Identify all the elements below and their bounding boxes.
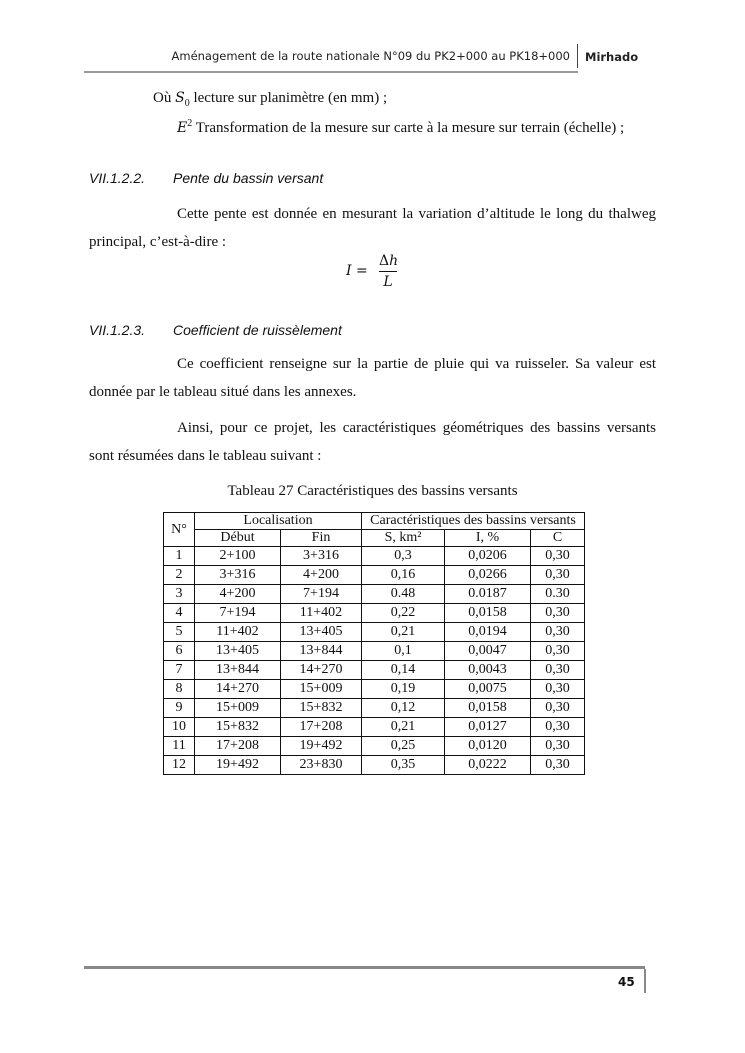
table-cell: 13+405 <box>281 623 362 642</box>
slope-paragraph <box>89 200 656 256</box>
table-cell: 7+194 <box>281 585 362 604</box>
column-header: C <box>531 530 585 547</box>
table-cell: 4+200 <box>195 585 281 604</box>
table-cell: 7+194 <box>195 604 281 623</box>
table-cell: 0,30 <box>531 604 585 623</box>
slope-paragraph-text: Cette pente est donnée en mesurant la variation d’altitude le long du thalweg principal, c’est-à-dire : <box>89 206 656 250</box>
formula-delta: Δ <box>379 253 390 269</box>
column-header: Début <box>195 530 281 547</box>
table-cell: 0,30 <box>531 623 585 642</box>
table-row <box>164 604 585 623</box>
table-cell: 17+208 <box>195 737 281 756</box>
table-cell: 0,0222 <box>445 756 531 775</box>
table-cell: 13+844 <box>281 642 362 661</box>
page-number-separator <box>644 969 646 993</box>
table-row <box>164 566 585 585</box>
section-heading-runoff <box>89 322 342 338</box>
table-cell: 0,0158 <box>445 699 531 718</box>
formula-denominator: L <box>383 274 393 290</box>
table-cell: 0,1 <box>362 642 445 661</box>
table-cell: 0,25 <box>362 737 445 756</box>
runoff-paragraph-1 <box>89 350 656 406</box>
table-row <box>164 680 585 699</box>
table-cell: 12 <box>164 756 195 775</box>
table-cell: 0,0075 <box>445 680 531 699</box>
s0-prefix: Où <box>153 90 176 106</box>
table-cell: 0,0047 <box>445 642 531 661</box>
table-row <box>164 585 585 604</box>
table-cell: 2 <box>164 566 195 585</box>
header-characteristics: Caractéristiques des bassins versants <box>362 513 585 530</box>
table-cell: 15+832 <box>195 718 281 737</box>
table-cell: 2+100 <box>195 547 281 566</box>
page-header <box>0 44 745 74</box>
table-cell: 6 <box>164 642 195 661</box>
table-cell: 0,0127 <box>445 718 531 737</box>
table-cell: 13+844 <box>195 661 281 680</box>
table-cell: 0,0158 <box>445 604 531 623</box>
table-cell: 0,0194 <box>445 623 531 642</box>
table-cell: 11+402 <box>195 623 281 642</box>
table-cell: 3+316 <box>281 547 362 566</box>
section-title: Pente du bassin versant <box>173 170 324 186</box>
table-cell: 0.0187 <box>445 585 531 604</box>
table-cell: 0,30 <box>531 642 585 661</box>
column-header: I, % <box>445 530 531 547</box>
table-cell: 14+270 <box>195 680 281 699</box>
table-cell: 8 <box>164 680 195 699</box>
s0-symbol: S <box>175 90 185 106</box>
table-cell: 0,3 <box>362 547 445 566</box>
table-cell: 17+208 <box>281 718 362 737</box>
table-cell: 0,22 <box>362 604 445 623</box>
table-row <box>164 623 585 642</box>
table-cell: 19+492 <box>195 756 281 775</box>
table-cell: 15+832 <box>281 699 362 718</box>
table-row <box>164 661 585 680</box>
section-number: VII.1.2.3. <box>89 322 146 338</box>
table-body <box>164 547 585 775</box>
table-cell: 0.48 <box>362 585 445 604</box>
table-cell: 14+270 <box>281 661 362 680</box>
section-number: VII.1.2.2. <box>89 170 146 186</box>
table-cell: 9 <box>164 699 195 718</box>
table-caption: Tableau 27 Caractéristiques des bassins versants <box>227 483 518 499</box>
table-cell: 15+009 <box>195 699 281 718</box>
header-no: N° <box>164 513 195 547</box>
e2-superscript: 2 <box>187 118 193 129</box>
table-row <box>164 718 585 737</box>
table-cell: 0,35 <box>362 756 445 775</box>
table-cell: 0,0120 <box>445 737 531 756</box>
table-cell: 5 <box>164 623 195 642</box>
s0-subscript: 0 <box>184 98 190 109</box>
section-heading-slope <box>89 170 323 186</box>
table-row <box>164 547 585 566</box>
table-cell: 0,30 <box>531 699 585 718</box>
table-cell: 4 <box>164 604 195 623</box>
table-cell: 0,30 <box>531 737 585 756</box>
definition-e2 <box>177 118 624 137</box>
table-cell: 0,30 <box>531 756 585 775</box>
table-cell: 0,16 <box>362 566 445 585</box>
column-header: Fin <box>281 530 362 547</box>
header-separator <box>577 44 578 68</box>
table-cell: 10 <box>164 718 195 737</box>
table-cell: 11 <box>164 737 195 756</box>
footer-rule <box>84 966 645 969</box>
section-title: Coefficient de ruissèlement <box>173 322 342 338</box>
table-cell: 0,19 <box>362 680 445 699</box>
e2-symbol: E <box>177 120 188 136</box>
table-cell: 4+200 <box>281 566 362 585</box>
table-cell: 0,12 <box>362 699 445 718</box>
formula-lhs: I <box>346 263 352 279</box>
table-cell: 13+405 <box>195 642 281 661</box>
table-row <box>164 756 585 775</box>
page-number: 45 <box>618 975 635 989</box>
table-cell: 7 <box>164 661 195 680</box>
table-cell: 0,30 <box>531 566 585 585</box>
table-cell: 11+402 <box>281 604 362 623</box>
table-cell: 0,30 <box>531 680 585 699</box>
definition-s0 <box>153 90 387 109</box>
basin-characteristics-table <box>163 512 585 775</box>
header-localisation: Localisation <box>195 513 362 530</box>
header-title: Aménagement de la route nationale N°09 du PK2+000 au PK18+000 <box>171 49 570 63</box>
table-row <box>164 737 585 756</box>
formula-equals: = <box>355 263 368 279</box>
table-cell: 0.30 <box>531 585 585 604</box>
table-cell: 3+316 <box>195 566 281 585</box>
table-row <box>164 642 585 661</box>
table-cell: 0,30 <box>531 661 585 680</box>
e2-text: Transformation de la mesure sur carte à la mesure sur terrain (échelle) ; <box>195 120 625 136</box>
table-cell: 0,0266 <box>445 566 531 585</box>
table-cell: 1 <box>164 547 195 566</box>
table-cell: 23+830 <box>281 756 362 775</box>
runoff-paragraph-1-text: Ce coefficient renseigne sur la partie de pluie qui va ruisseler. Sa valeur est donnée par le tableau situé dans les annexes. <box>89 356 656 400</box>
table-cell: 15+009 <box>281 680 362 699</box>
table-cell: 0,30 <box>531 718 585 737</box>
header-rule <box>84 71 578 73</box>
column-header: S, km² <box>362 530 445 547</box>
header-brand: Mirhado <box>585 50 639 64</box>
table-row <box>164 699 585 718</box>
s0-text: lecture sur planimètre (en mm) ; <box>193 90 388 106</box>
formula-fraction <box>379 252 397 291</box>
runoff-paragraph-2-text: Ainsi, pour ce projet, les caractéristiques géométriques des bassins versants sont résumées dans le tableau suivant : <box>89 420 656 464</box>
fraction-bar <box>379 271 397 272</box>
table-cell: 0,21 <box>362 718 445 737</box>
runoff-paragraph-2 <box>89 414 656 470</box>
table-cell: 0,14 <box>362 661 445 680</box>
formula-numerator: h <box>389 253 399 269</box>
table-cell: 19+492 <box>281 737 362 756</box>
table-cell: 0,30 <box>531 547 585 566</box>
table-cell: 0,0043 <box>445 661 531 680</box>
table-cell: 0,0206 <box>445 547 531 566</box>
table-cell: 0,21 <box>362 623 445 642</box>
table-cell: 3 <box>164 585 195 604</box>
